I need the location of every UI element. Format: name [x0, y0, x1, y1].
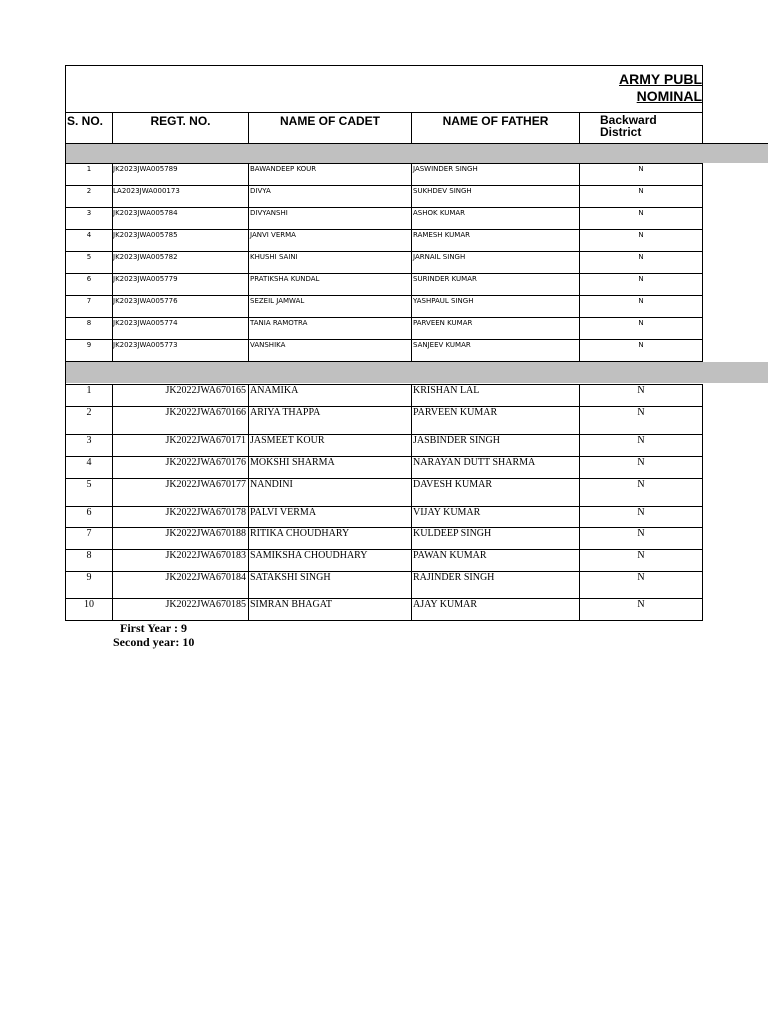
second-year-total: Second year: 10	[113, 635, 195, 649]
column-border	[248, 163, 249, 361]
cell-sno: 1	[86, 165, 92, 173]
cell-father-name: KULDEEP SINGH	[413, 528, 492, 539]
row-border	[65, 229, 703, 230]
cell-sno: 4	[86, 457, 92, 468]
column-border	[702, 163, 703, 361]
cell-cadet-name: SEZEIL JAMWAL	[250, 297, 305, 305]
header-name-of-father: NAME OF FATHER	[442, 114, 549, 128]
cell-father-name: SURINDER KUMAR	[413, 275, 477, 283]
cell-cadet-name: JANVI VERMA	[250, 231, 296, 239]
cell-backward: N	[637, 435, 645, 446]
row-border	[65, 273, 703, 274]
cell-backward: N	[637, 457, 645, 468]
row-border	[65, 163, 703, 164]
cell-backward: N	[638, 253, 644, 261]
cell-father-name: PARVEEN KUMAR	[413, 407, 498, 418]
cell-regt-no: JK2022JWA670178	[165, 507, 246, 518]
cell-cadet-name: DIVYA	[250, 187, 271, 195]
header-name-of-cadet: NAME OF CADET	[280, 114, 380, 128]
cell-regt-no: JK2023JWA005779	[113, 275, 178, 283]
cell-cadet-name: VANSHIKA	[250, 341, 286, 349]
cell-father-name: PARVEEN KUMAR	[413, 319, 473, 327]
row-border	[65, 207, 703, 208]
cell-cadet-name: ANAMIKA	[250, 385, 299, 396]
cell-sno: 5	[86, 253, 92, 261]
cell-father-name: SUKHDEV SINGH	[413, 187, 472, 195]
cell-cadet-name: SATAKSHI SINGH	[250, 572, 331, 583]
cell-cadet-name: BAWANDEEP KOUR	[250, 165, 317, 173]
cell-sno: 7	[86, 297, 92, 305]
cell-cadet-name: PALVI VERMA	[250, 507, 317, 518]
cell-regt-no: JK2023JWA005774	[113, 319, 178, 327]
cell-father-name: JARNAIL SINGH	[413, 253, 466, 261]
cell-regt-no: JK2023JWA005782	[113, 253, 178, 261]
cell-backward: N	[637, 572, 645, 583]
cell-cadet-name: ARIYA THAPPA	[250, 407, 321, 418]
cell-cadet-name: PRATIKSHA KUNDAL	[250, 275, 320, 283]
cell-regt-no: JK2022JWA670166	[165, 407, 246, 418]
table-right-border-top	[702, 65, 703, 144]
cell-backward: N	[637, 507, 645, 518]
report-title-line2: NOMINAL	[636, 88, 702, 104]
row-border	[65, 295, 703, 296]
cell-regt-no: JK2023JWA005773	[113, 341, 178, 349]
cell-backward: N	[637, 528, 645, 539]
header-regt-no: REGT. NO.	[150, 114, 211, 128]
cell-backward: N	[638, 187, 644, 195]
cell-father-name: SANJEEV KUMAR	[413, 341, 471, 349]
cell-backward: N	[637, 550, 645, 561]
cell-sno: 9	[86, 572, 92, 583]
cell-backward: N	[637, 479, 645, 490]
row-border	[65, 339, 703, 340]
cell-cadet-name: TANIA RAMOTRA	[250, 319, 308, 327]
row-border	[65, 317, 703, 318]
cell-father-name: JASBINDER SINGH	[413, 435, 500, 446]
column-border	[411, 163, 412, 361]
cell-sno: 7	[86, 528, 92, 539]
column-border	[579, 384, 580, 620]
cell-sno: 3	[86, 209, 92, 217]
cell-sno: 5	[86, 479, 92, 490]
cell-cadet-name: SAMIKSHA CHOUDHARY	[250, 550, 368, 561]
cell-father-name: JASWINDER SINGH	[413, 165, 478, 173]
report-title-line1: ARMY PUBL	[619, 71, 702, 87]
cell-regt-no: JK2022JWA670183	[165, 550, 246, 561]
first-year-total: First Year : 9	[120, 621, 187, 635]
cell-sno: 8	[86, 319, 92, 327]
cell-cadet-name: SIMRAN BHAGAT	[250, 599, 332, 610]
cell-regt-no: JK2022JWA670188	[165, 528, 246, 539]
cell-sno: 2	[86, 187, 92, 195]
cell-regt-no: JK2023JWA005776	[113, 297, 178, 305]
cell-father-name: AJAY KUMAR	[413, 599, 477, 610]
cell-regt-no: JK2022JWA670177	[165, 479, 246, 490]
cell-cadet-name: NANDINI	[250, 479, 293, 490]
cell-backward: N	[638, 231, 644, 239]
cell-backward: N	[638, 275, 644, 283]
cell-father-name: ASHOK KUMAR	[413, 209, 466, 217]
cell-father-name: PAWAN KUMAR	[413, 550, 487, 561]
cell-sno: 2	[86, 407, 92, 418]
cell-backward: N	[637, 407, 645, 418]
cell-backward: N	[637, 385, 645, 396]
cell-backward: N	[638, 165, 644, 173]
header-backward-line2: District	[600, 125, 642, 139]
cell-regt-no: JK2023JWA005789	[113, 165, 178, 173]
column-border	[65, 384, 66, 620]
cell-father-name: YASHPAUL SINGH	[413, 297, 474, 305]
cell-regt-no: JK2022JWA670184	[165, 572, 246, 583]
column-border	[248, 384, 249, 620]
cell-backward: N	[637, 599, 645, 610]
cell-cadet-name: DIVYANSHI	[250, 209, 288, 217]
cell-cadet-name: RITIKA CHOUDHARY	[250, 528, 350, 539]
cell-sno: 6	[86, 507, 92, 518]
header-sno: S. NO.	[67, 114, 104, 128]
cell-cadet-name: MOKSHI SHARMA	[250, 457, 335, 468]
cell-regt-no: JK2022JWA670171	[165, 435, 246, 446]
cell-sno: 10	[84, 599, 94, 610]
header-backward-line1: Backward	[600, 113, 657, 127]
cell-regt-no: LA2023JWA000173	[113, 187, 180, 195]
cell-regt-no: JK2023JWA005785	[113, 231, 178, 239]
cell-sno: 3	[86, 435, 92, 446]
cell-father-name: VIJAY KUMAR	[413, 507, 481, 518]
header-divider	[579, 112, 580, 144]
cell-regt-no: JK2022JWA670185	[165, 599, 246, 610]
cell-sno: 9	[86, 341, 92, 349]
cell-sno: 1	[86, 385, 92, 396]
cell-sno: 6	[86, 275, 92, 283]
column-border	[411, 384, 412, 620]
cell-cadet-name: JASMEET KOUR	[250, 435, 325, 446]
table-top-border	[65, 65, 703, 66]
first-year-section-band	[66, 144, 768, 163]
column-border	[702, 384, 703, 620]
column-border	[112, 384, 113, 620]
cell-father-name: RAJINDER SINGH	[413, 572, 495, 583]
second-year-section-band	[66, 362, 768, 383]
cell-sno: 4	[86, 231, 92, 239]
cell-backward: N	[638, 341, 644, 349]
cell-backward: N	[638, 209, 644, 217]
cell-regt-no: JK2023JWA005784	[113, 209, 178, 217]
cell-father-name: KRISHAN LAL	[413, 385, 480, 396]
cell-father-name: RAMESH KUMAR	[413, 231, 470, 239]
cell-father-name: NARAYAN DUTT SHARMA	[413, 457, 536, 468]
row-border	[65, 251, 703, 252]
row-border	[65, 185, 703, 186]
cell-sno: 8	[86, 550, 92, 561]
cell-backward: N	[638, 319, 644, 327]
header-backward-district	[600, 114, 657, 138]
cell-cadet-name: KHUSHI SAINI	[250, 253, 298, 261]
cell-backward: N	[638, 297, 644, 305]
cell-regt-no: JK2022JWA670165	[165, 385, 246, 396]
cell-regt-no: JK2022JWA670176	[165, 457, 246, 468]
band-border	[65, 143, 768, 144]
cell-father-name: DAVESH KUMAR	[413, 479, 492, 490]
